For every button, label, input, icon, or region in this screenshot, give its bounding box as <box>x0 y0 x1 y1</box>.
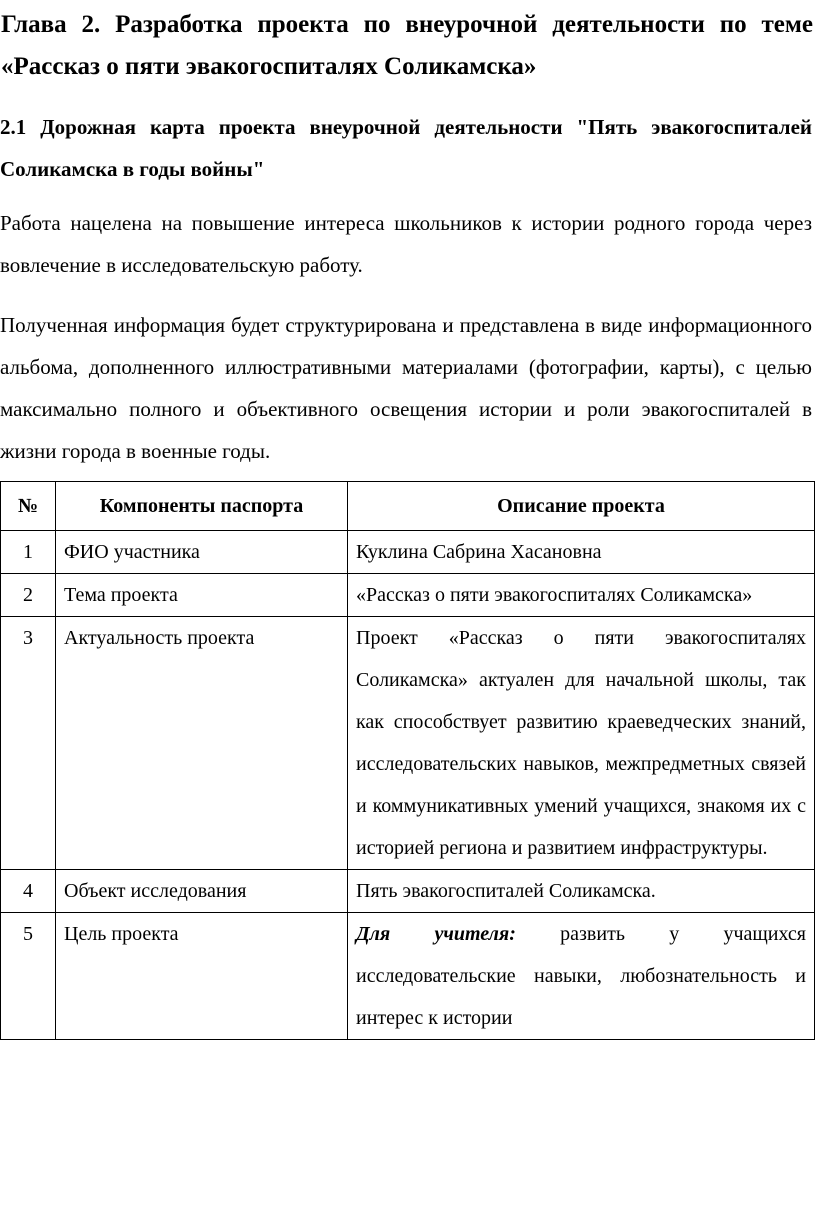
row-description: Проект «Рассказ о пяти эвакогоспиталях Соликамска» актуален для начальной школы, так как способствует развитию краеведческих знаний, исследовательских навыков, межпредметных связей и коммуникативных умений учащихся, знакомя их с историей региона и развитием инфраструктуры. <box>348 617 815 870</box>
row-num: 3 <box>1 617 56 870</box>
table-row <box>1 617 815 870</box>
row-description: Куклина Сабрина Хасановна <box>348 531 815 574</box>
chapter-title: Глава 2. Разработка проекта по внеурочной деятельности по теме «Рассказ о пяти эвакогоспиталях Соликамска» <box>1 11 813 80</box>
row-num: 4 <box>1 870 56 913</box>
row-num: 5 <box>1 913 56 1040</box>
row-num: 2 <box>1 574 56 617</box>
row-component: Актуальность проекта <box>56 617 348 870</box>
teacher-goal-lead: Для учителя: <box>356 923 516 945</box>
row-description: развить у учащихся исследовательские навыки, любознательность и интерес к истории <box>356 923 807 1029</box>
table-row <box>1 574 815 617</box>
table-row <box>1 531 815 574</box>
row-component: Тема проекта <box>56 574 348 617</box>
row-description: Пять эвакогоспиталей Соликамска. <box>348 870 815 913</box>
row-description-cell <box>348 913 815 1040</box>
paragraph-goal: Работа нацелена на повышение интереса школьников к истории родного города через вовлечение в исследовательскую работу. <box>0 211 812 277</box>
project-passport-table <box>0 481 815 1040</box>
row-num: 1 <box>1 531 56 574</box>
row-component: Цель проекта <box>56 913 348 1040</box>
header-description: Описание проекта <box>348 482 815 531</box>
table-row <box>1 870 815 913</box>
header-num: № <box>1 482 56 531</box>
table-header-row <box>1 482 815 531</box>
header-component: Компоненты паспорта <box>56 482 348 531</box>
row-description: «Рассказ о пяти эвакогоспиталях Соликамска» <box>348 574 815 617</box>
row-component: Объект исследования <box>56 870 348 913</box>
section-title: 2.1 Дорожная карта проекта внеурочной деятельности "Пять эвакогоспиталей Соликамска в годы войны" <box>0 115 812 181</box>
paragraph-result: Полученная информация будет структурирована и представлена в виде информационного альбома, дополненного иллюстративными материалами (фотографии, карты), с целью максимально полного и объективного освещения истории и роли эвакогоспиталей в жизни города в военные годы. <box>0 313 812 463</box>
row-component: ФИО участника <box>56 531 348 574</box>
table-row <box>1 913 815 1040</box>
